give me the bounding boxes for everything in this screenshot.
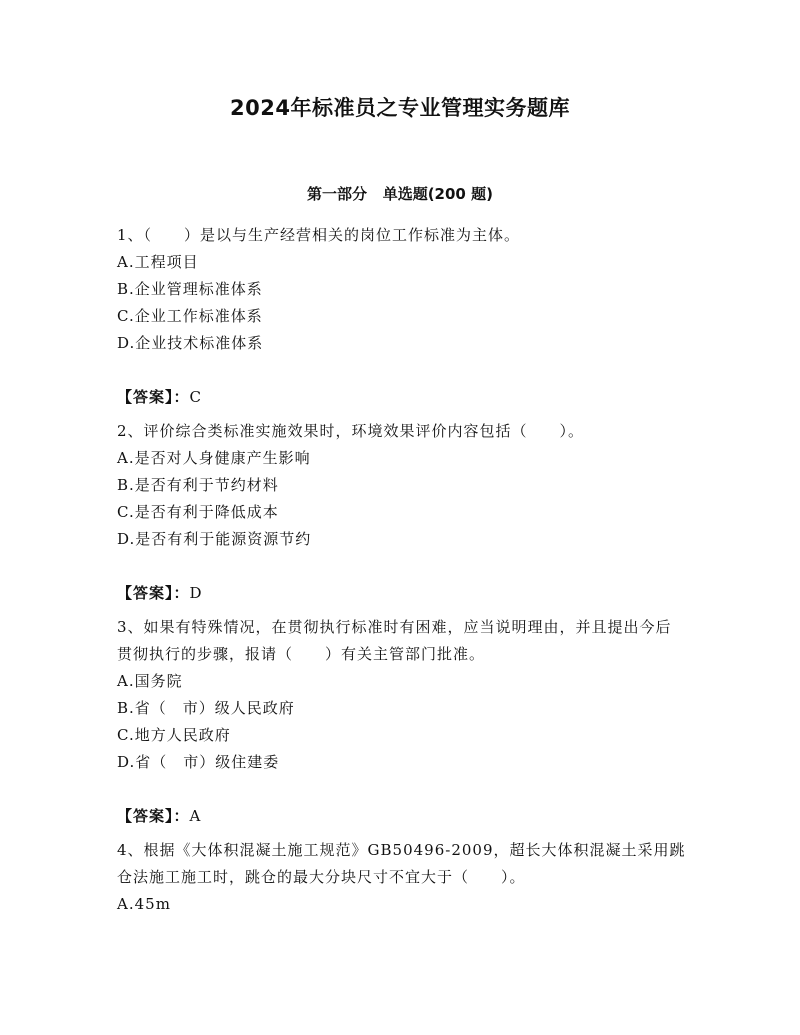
option-d: D.企业技术标准体系 (117, 334, 264, 352)
question-item (117, 614, 687, 830)
option-a: A.45m (117, 895, 171, 913)
answer-line (117, 384, 687, 411)
option-c: C.企业工作标准体系 (117, 307, 263, 325)
option-d: D.省（ 市）级住建委 (117, 753, 280, 771)
question-text: 4、根据《大体积混凝土施工规范》GB50496-2009，超长大体积混凝土采用跳仓法施工施工时，跳仓的最大分块尺寸不宜大于（ ）。 (117, 841, 686, 886)
option-b: B.是否有利于节约材料 (117, 476, 279, 494)
section-heading: 第一部分 单选题(200 题) (307, 185, 493, 203)
option-a: A.国务院 (117, 672, 183, 690)
answer-value: D (189, 584, 203, 602)
question-text: 1、（ ）是以与生产经营相关的岗位工作标准为主体。 (117, 226, 521, 244)
question-item (117, 222, 687, 411)
option-c: C.是否有利于降低成本 (117, 503, 279, 521)
option-a: A.工程项目 (117, 253, 199, 271)
question-list (117, 222, 687, 918)
answer-label: 【答案】： (117, 807, 190, 825)
answer-value: C (189, 388, 202, 406)
option-b: B.省（ 市）级人民政府 (117, 699, 295, 717)
answer-label: 【答案】： (117, 388, 190, 406)
answer-line (117, 580, 687, 607)
option-c: C.地方人民政府 (117, 726, 231, 744)
answer-label: 【答案】： (117, 584, 190, 602)
question-text: 3、如果有特殊情况，在贯彻执行标准时有困难，应当说明理由，并且提出今后贯彻执行的步骤，报请（ ）有关主管部门批准。 (117, 618, 672, 663)
question-text: 2、评价综合类标准实施效果时，环境效果评价内容包括（ ）。 (117, 422, 585, 440)
question-item (117, 837, 687, 918)
option-b: B.企业管理标准体系 (117, 280, 263, 298)
answer-line (117, 803, 687, 830)
question-item (117, 418, 687, 607)
option-d: D.是否有利于能源资源节约 (117, 530, 312, 548)
answer-value: A (189, 807, 202, 825)
document-title: 2024年标准员之专业管理实务题库 (230, 96, 570, 120)
option-a: A.是否对人身健康产生影响 (117, 449, 311, 467)
